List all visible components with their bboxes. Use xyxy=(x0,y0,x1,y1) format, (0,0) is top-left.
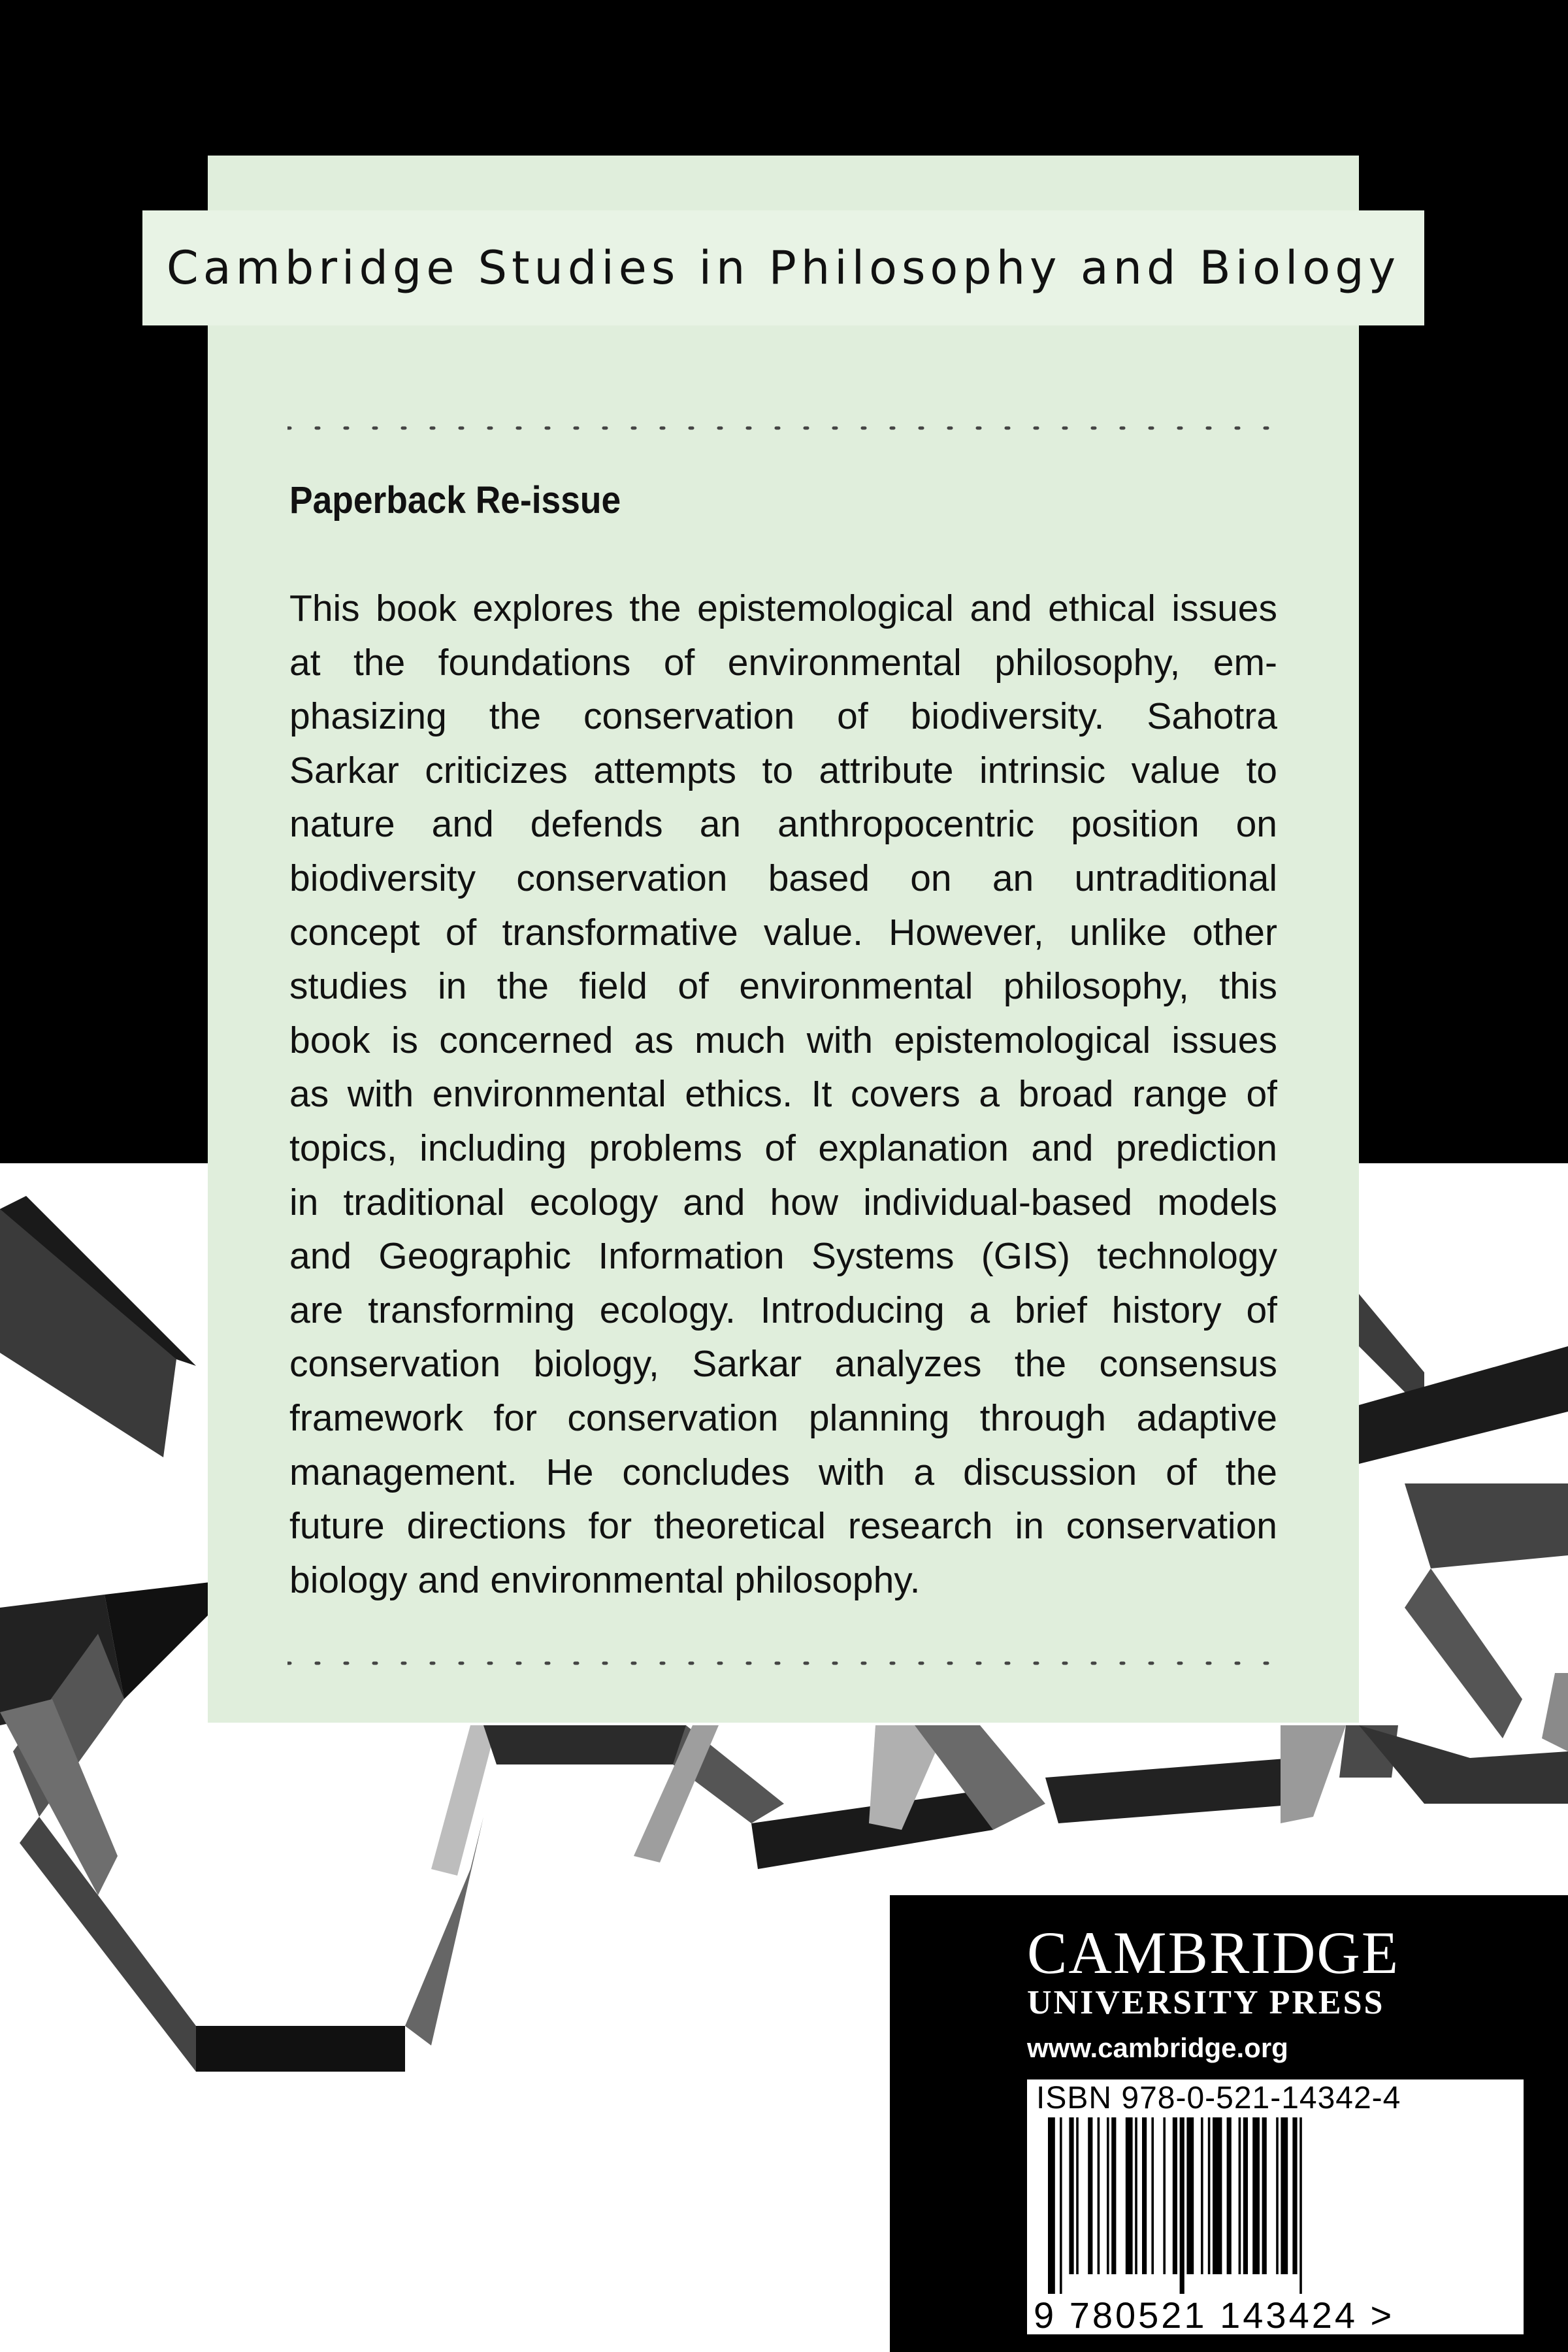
isbn-number: ISBN 978-0-521-14342-4 xyxy=(1036,2081,1401,2115)
barcode-bar xyxy=(1126,2117,1133,2274)
description-line: management. He concludes with a discussion of the xyxy=(289,1451,1277,1493)
description-line: and Geographic Information Systems (GIS) technology xyxy=(289,1235,1277,1278)
description-line: This book explores the epistemological and ethical issues xyxy=(289,588,1277,629)
description-line: concept of transformative value. However, unlike other xyxy=(289,911,1277,953)
barcode-bar xyxy=(1069,2117,1073,2274)
publisher-logo-name: CAMBRIDGE xyxy=(1027,1919,1400,1986)
barcode-bar xyxy=(1243,2117,1248,2274)
barcode-bar xyxy=(1208,2117,1211,2274)
ean-digits: 9 780521 143424 > xyxy=(1034,2294,1395,2336)
series-title: Cambridge Studies in Philosophy and Biology xyxy=(166,241,1401,295)
description-line: in traditional ecology and how individual-based models xyxy=(289,1181,1277,1223)
dotted-divider-top xyxy=(287,425,1281,431)
description-line: as with environmental ethics. It covers a broad range of xyxy=(289,1073,1277,1116)
barcode-bar xyxy=(1173,2117,1177,2274)
description-line: biology and environmental philosophy. xyxy=(289,1559,921,1601)
publisher-logo-subtitle: UNIVERSITY PRESS xyxy=(1027,1984,1385,2021)
barcode-bar xyxy=(1098,2117,1100,2274)
barcode-bar xyxy=(1227,2117,1232,2274)
barcode-icon xyxy=(1045,2117,1503,2294)
description-line: conservation biology, Sarkar analyzes the consensus xyxy=(289,1343,1277,1385)
description-line: topics, including problems of explanation and prediction xyxy=(289,1127,1277,1169)
book-description xyxy=(289,582,1277,1607)
barcode-bar xyxy=(1299,2117,1302,2294)
description-line: nature and defends an anthropocentric position on xyxy=(289,803,1277,846)
description-line: biodiversity conservation based on an untraditional xyxy=(289,857,1277,899)
barcode-bar xyxy=(1107,2117,1109,2274)
description-line: future directions for theoretical research in conservation xyxy=(289,1505,1277,1548)
barcode-bar xyxy=(1281,2117,1288,2274)
barcode-bar xyxy=(1135,2117,1137,2274)
barcode-bar xyxy=(1276,2117,1279,2274)
barcode-bar xyxy=(1111,2117,1116,2274)
barcode-bar xyxy=(1142,2117,1147,2274)
dotted-divider-bottom xyxy=(287,1660,1281,1666)
barcode-bar xyxy=(1088,2117,1092,2274)
barcode-bar xyxy=(1151,2117,1154,2274)
barcode-bar xyxy=(1292,2117,1297,2274)
description-line: Sarkar criticizes attempts to attribute intrinsic value to xyxy=(289,749,1277,791)
barcode-bar xyxy=(1180,2117,1184,2294)
description-line: are transforming ecology. Introducing a brief history of xyxy=(289,1289,1277,1331)
barcode-bar xyxy=(1262,2117,1267,2274)
barcode-bar xyxy=(1186,2117,1194,2274)
barcode-bar xyxy=(1048,2117,1055,2294)
description-line: at the foundations of environmental philosophy, em- xyxy=(289,641,1277,684)
description-line: framework for conservation planning through adaptive xyxy=(289,1397,1277,1439)
barcode-bar xyxy=(1252,2117,1260,2274)
edition-label: Paperback Re-issue xyxy=(289,479,621,522)
barcode-bar xyxy=(1213,2117,1222,2274)
series-banner xyxy=(142,210,1424,325)
description-line: book is concerned as much with epistemological issues xyxy=(289,1019,1277,1061)
barcode-bar xyxy=(1163,2117,1166,2274)
publisher-url: www.cambridge.org xyxy=(1027,2032,1288,2063)
barcode-bar xyxy=(1060,2117,1062,2294)
description-line: phasizing the conservation of biodiversity. Sahotra xyxy=(289,695,1277,738)
description-line: studies in the field of environmental philosophy, this xyxy=(289,965,1277,1008)
barcode-bar xyxy=(1076,2117,1079,2274)
barcode-bar xyxy=(1201,2117,1203,2274)
barcode-bar xyxy=(1239,2117,1241,2274)
